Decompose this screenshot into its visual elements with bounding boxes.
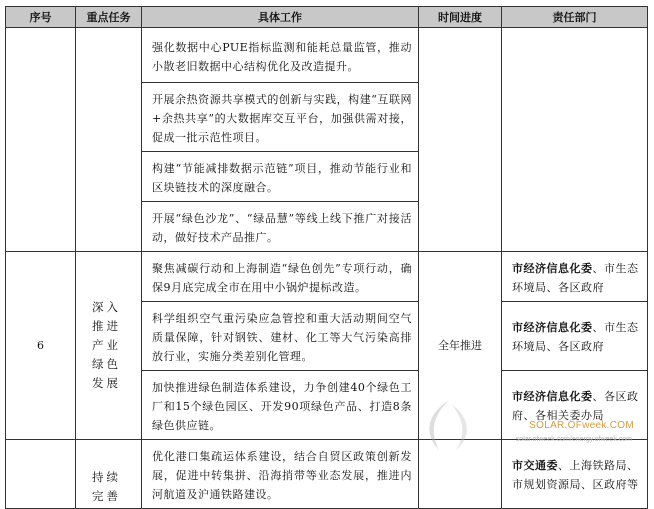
dept-rest: 、市生态环境局、各区政府: [512, 261, 639, 294]
dept-rest: 、各区政府、各相关委办局: [512, 390, 639, 422]
seq-cell-empty: [6, 28, 76, 252]
table-row: [6, 440, 648, 509]
seq-cell-empty: [6, 440, 76, 509]
key-task-cell: 深入推进产业绿色发展: [76, 252, 142, 440]
header-seq: 序号: [6, 7, 76, 28]
dept-lead: 市经济信息化委: [512, 390, 593, 403]
work-cell: 优化港口集疏运体系建设，结合自贸区政策创新发展，促进中转集拼、沿海捎带等业态发展，推进内河航道及沪通铁路建设。: [142, 440, 419, 509]
dept-lead: 市经济信息化委: [512, 321, 593, 334]
seq-cell: 6: [6, 252, 76, 440]
dept-lead: 市经济信息化委: [512, 261, 593, 275]
work-cell: 构建“节能减排数据示范链”项目，推动节能行业和区块链技术的深度融合。: [142, 152, 419, 202]
schedule-cell: 全年推进: [419, 252, 502, 440]
watermark-logo-icon: [414, 395, 484, 455]
work-cell: 科学组织空气重污染应急管控和重大活动期间空气质量保障，针对钢铁、建材、化工等大气污染高排放行业，实施分类差别化管理。: [142, 302, 419, 371]
work-cell: 加快推进绿色制造体系建设，力争创建40个绿色工厂和15个绿色园区、开发90项绿色产品、打造8条绿色供应链。: [142, 371, 419, 440]
dept-cell: [502, 302, 648, 371]
watermark-text: SOLAR.OFweek.COM: [529, 420, 634, 431]
header-dept: 责任部门: [502, 7, 648, 28]
dept-cell: [502, 440, 648, 509]
work-cell: 聚焦减碳行动和上海制造“绿色创先”专项行动，确保9月底完成全市在用中小锅炉提标改造。: [142, 252, 419, 302]
header-schedule: 时间进度: [419, 7, 502, 28]
table-row: [6, 28, 648, 83]
dept-lead: 市交通委: [512, 459, 558, 472]
dept-cell-empty: [502, 28, 648, 252]
work-cell: 开展“绿色沙龙”、“绿品慧”等线上线下推广对接活动，做好技术产品推广。: [142, 202, 419, 252]
header-key-task: 重点任务: [76, 7, 142, 28]
table-row: [6, 252, 648, 302]
dept-rest: 、上海铁路局、市规划资源局、区政府等: [512, 459, 639, 491]
watermark-subtext: solar.ofweek.com/energy.ofweek.com: [515, 436, 632, 443]
key-task-cell: 持续完善: [76, 440, 142, 509]
dept-cell: [502, 252, 648, 302]
header-detail: 具体工作: [142, 7, 419, 28]
table-header-row: [6, 7, 648, 28]
work-cell: 强化数据中心PUE指标监测和能耗总量监管，推动小散老旧数据中心结构优化及改造提升。: [142, 28, 419, 83]
work-plan-table: [5, 6, 648, 509]
key-task-cell-empty: [76, 28, 142, 252]
schedule-cell-empty: [419, 28, 502, 252]
work-cell: 开展余热资源共享模式的创新与实践，构建“互联网+余热共享”的大数据库交互平台，加强供需对接，促成一批示范性项目。: [142, 83, 419, 152]
dept-rest: 、市生态环境局、各区政府: [512, 321, 639, 353]
